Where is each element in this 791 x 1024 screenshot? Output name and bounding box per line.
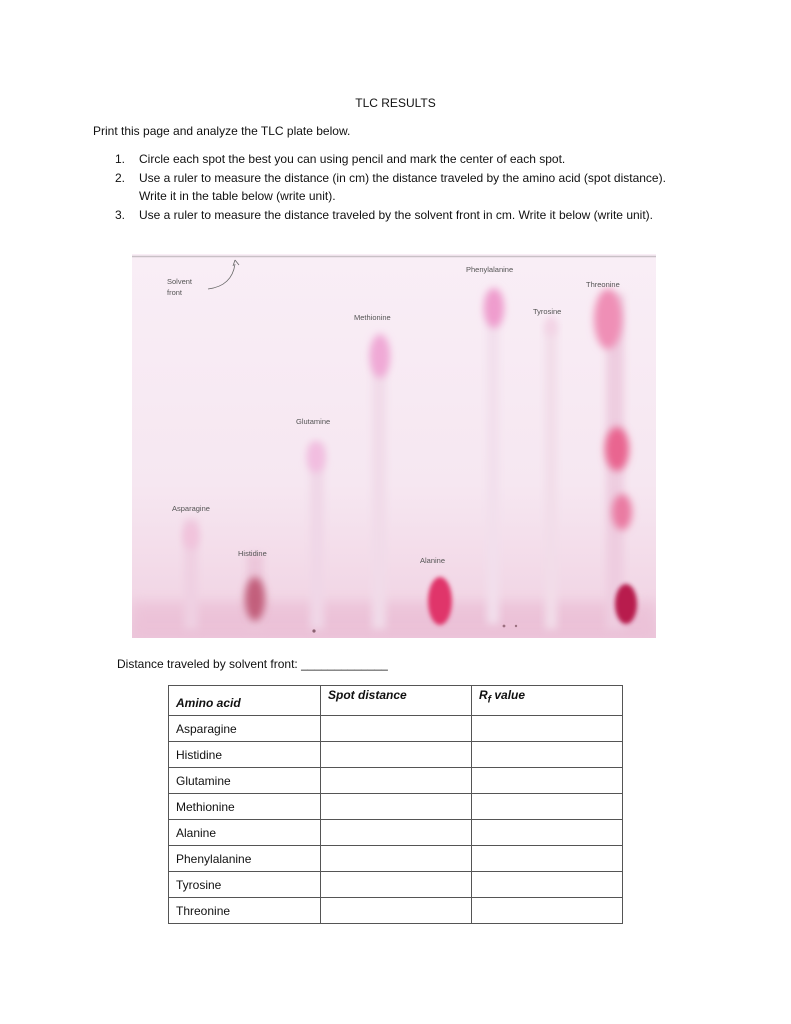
rf-value-cell[interactable] xyxy=(472,846,623,872)
instruction-list xyxy=(93,150,693,224)
spot-histidine xyxy=(245,577,265,621)
page-title: TLC RESULTS xyxy=(355,96,436,110)
spot-distance-cell[interactable] xyxy=(321,872,472,898)
rf-value-cell[interactable] xyxy=(472,898,623,924)
instruction-item: 2. Use a ruler to measure the distance (in cm) the distance traveled by the amino acid (spot distance). Write it in the table below (write unit). xyxy=(115,170,666,203)
table-row xyxy=(169,898,623,924)
rf-value-cell[interactable] xyxy=(472,742,623,768)
solvent-front-label: front xyxy=(167,288,183,297)
table-row xyxy=(169,716,623,742)
spot-threonine xyxy=(612,494,632,530)
amino-acid-cell: Phenylalanine xyxy=(169,846,321,872)
amino-acid-cell: Threonine xyxy=(169,898,321,924)
table-row xyxy=(169,846,623,872)
instruction-item: 1. Circle each spot the best you can using pencil and mark the center of each spot. xyxy=(115,152,566,166)
lane-label-histidine: Histidine xyxy=(238,549,267,558)
spot-glutamine xyxy=(307,441,325,473)
spot-distance-cell[interactable] xyxy=(321,820,472,846)
instruction-item: 3. Use a ruler to measure the distance traveled by the solvent front in cm. Write it below (write unit). xyxy=(115,207,653,222)
lane-label-threonine: Threonine xyxy=(586,280,620,289)
rf-value-cell[interactable] xyxy=(472,768,623,794)
table-row xyxy=(169,872,623,898)
spot-threonine xyxy=(594,289,622,349)
header-rf-value: $R_f$ value xyxy=(472,686,623,716)
amino-acid-cell: Methionine xyxy=(169,794,321,820)
lane-label-asparagine: Asparagine xyxy=(172,504,210,513)
intro-text: Print this page and analyze the TLC plate below. xyxy=(93,124,351,138)
table-row xyxy=(169,742,623,768)
spot-distance-cell[interactable] xyxy=(321,768,472,794)
spot-distance-cell[interactable] xyxy=(321,794,472,820)
spot-distance-cell[interactable] xyxy=(321,716,472,742)
table-header-row xyxy=(169,686,623,716)
header-spot-distance: Spot distance xyxy=(321,686,472,716)
spot-distance-cell[interactable] xyxy=(321,742,472,768)
amino-acid-cell: Alanine xyxy=(169,820,321,846)
spot-threonine xyxy=(615,584,637,624)
header-amino-acid: Amino acid xyxy=(169,686,321,716)
results-table xyxy=(168,685,623,924)
spot-methionine xyxy=(370,334,390,378)
lane-label-tyrosine: Tyrosine xyxy=(533,307,562,316)
solvent-front-label: Solvent xyxy=(167,277,193,286)
spot-tyrosine xyxy=(545,316,557,336)
rf-value-cell[interactable] xyxy=(472,872,623,898)
spot-distance-cell[interactable] xyxy=(321,846,472,872)
amino-acid-cell: Glutamine xyxy=(169,768,321,794)
lane-label-glutamine: Glutamine xyxy=(296,417,331,426)
spot-distance-cell[interactable] xyxy=(321,898,472,924)
tlc-plate-image xyxy=(132,254,656,638)
rf-value-cell[interactable] xyxy=(472,794,623,820)
spot-alanine xyxy=(428,577,452,625)
table-row xyxy=(169,768,623,794)
spot-threonine xyxy=(605,427,629,471)
solvent-front-prompt: Distance traveled by solvent front: _____________ xyxy=(117,657,388,671)
amino-acid-cell: Histidine xyxy=(169,742,321,768)
lane-label-methionine: Methionine xyxy=(354,313,391,322)
rf-value-cell[interactable] xyxy=(472,716,623,742)
lane-label-alanine: Alanine xyxy=(420,556,446,565)
table-row xyxy=(169,794,623,820)
spot-phenylalanine xyxy=(484,288,504,328)
rf-value-cell[interactable] xyxy=(472,820,623,846)
amino-acid-cell: Asparagine xyxy=(169,716,321,742)
spot-asparagine xyxy=(183,522,199,550)
amino-acid-cell: Tyrosine xyxy=(169,872,321,898)
lane-label-phenylalanine: Phenylalanine xyxy=(466,265,514,274)
table-row xyxy=(169,820,623,846)
